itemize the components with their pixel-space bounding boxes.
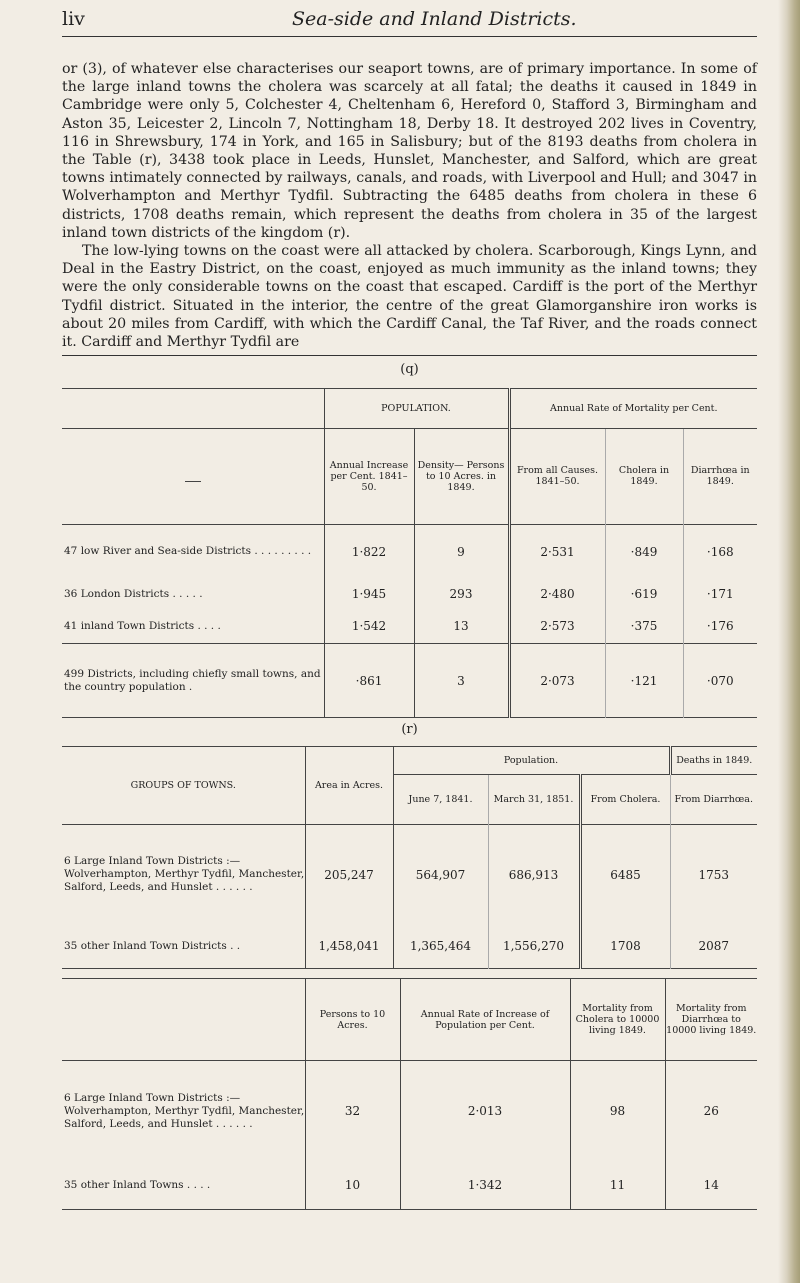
column-header: From all Causes. 1841–50. [509,428,605,524]
column-header: Mortality from Cholera to 10000 living 1849. [570,979,665,1061]
column-header: Area in Acres. [305,747,393,825]
col-group-population: Population. [393,747,670,775]
column-header: Persons to 10 Acres. [305,979,400,1061]
col-group-deaths: Deaths in 1849. [670,747,757,775]
column-header: Diarrhœa in 1849. [683,428,757,524]
table-row: 41 inland Town Districts . . . . 1·542 13 2·573 ·375 ·176 [62,610,757,644]
table-row: 6 Large Inland Town Districts :— Wolverhampton, Merthyr Tydfil, Manchester, Salford, Leeds, and Hunslet . . . . . . 205,247 564,907 686,913 6485 1753 [62,825,757,925]
running-title: Sea-side and Inland Districts. [292,8,577,30]
page-number: liv [62,8,85,30]
column-header: June 7, 1841. [393,775,488,825]
header-rule [62,36,757,37]
column-header: From Cholera. [580,775,670,825]
table-row: 47 low River and Sea-side Districts . . . . . . . . . 1·822 9 2·531 ·849 ·168 [62,525,757,579]
col-group-mortality: Annual Rate of Mortality per Cent. [509,389,757,429]
table-r [62,746,757,969]
column-header: From Diarrhœa. [670,775,757,825]
column-header: Cholera in 1849. [605,428,683,524]
paragraph: or (3), of whatever else characterises our seaport towns, are of primary importance. In some of the large inland towns the cholera was scarcely at all fatal; the deaths it caused in 1849 in Cambridge were only 5, Colchester 4, Cheltenham 6, Hereford 0, Stafford 3, Birmingham and Aston 35, Leicester 2, Lincoln 7, Nottingham 18, Derby 18. It destroyed 202 lives in Coventry, 116 in Shrewsbury, 174 in York, and 165 in Salisbury; but of the 8193 deaths from cholera in the Table (r), 3438 took place in Leeds, Hunslet, Manchester, and Salford, which are great towns intimately connected by railways, canals, and roads, with Liverpool and Hull; and 3047 in Wolverhampton and Merthyr Tydfil. Subtracting the 6485 deaths from cholera in these 6 districts, 1708 deaths remain, which represent the deaths from cholera in 35 of the largest inland town districts of the kingdom (r). [62,61,757,241]
table-row: 36 London Districts . . . . . 1·945 293 2·480 ·619 ·171 [62,579,757,610]
page-edge [778,0,800,1283]
table-s [62,978,757,1210]
table-row: 499 Districts, including chiefly small towns, and the country population . ·861 3 2·073 ·121 ·070 [62,644,757,718]
table-row: 35 other Inland Town Districts . . 1,458,041 1,365,464 1,556,270 1708 2087 [62,925,757,969]
column-header: Mortality from Diarrhœa to 10000 living 1849. [665,979,757,1061]
paragraph: The low-lying towns on the coast were all attacked by cholera. Scarborough, Kings Lynn, and Deal in the Eastry District, on the coast, enjoyed as much immunity as the inland towns; they were the only considerable towns on the coast that escaped. Cardiff is the port of the Merthyr Tydfil district. Situated in the interior, the centre of the great Glamorganshire iron works is about 20 miles from Cardiff, with which the Cardiff Canal, the Taf River, and the roads connect it. Cardiff and Merthyr Tydfil are [62,243,757,351]
column-header: March 31, 1851. [488,775,580,825]
column-header: Annual Increase per Cent. 1841–50. [324,428,414,524]
table-row: 35 other Inland Towns . . . . 10 1·342 11 14 [62,1161,757,1209]
table-label: (q) [400,362,419,377]
section-rule [62,355,757,356]
column-header: Density— Persons to 10 Acres. in 1849. [414,428,509,524]
table-label: (r) [401,722,418,737]
table-row: 6 Large Inland Town Districts :— Wolverhampton, Merthyr Tydfil, Manchester, Salford, Leeds, and Hunslet . . . . . . 32 2·013 98 26 [62,1061,757,1161]
body-text [62,60,757,351]
column-header: Annual Rate of Increase of Population per Cent. [400,979,570,1061]
table-q [62,388,757,718]
col-group-population: POPULATION. [324,389,509,429]
running-header [62,8,752,32]
column-header: GROUPS OF TOWNS. [62,747,305,825]
